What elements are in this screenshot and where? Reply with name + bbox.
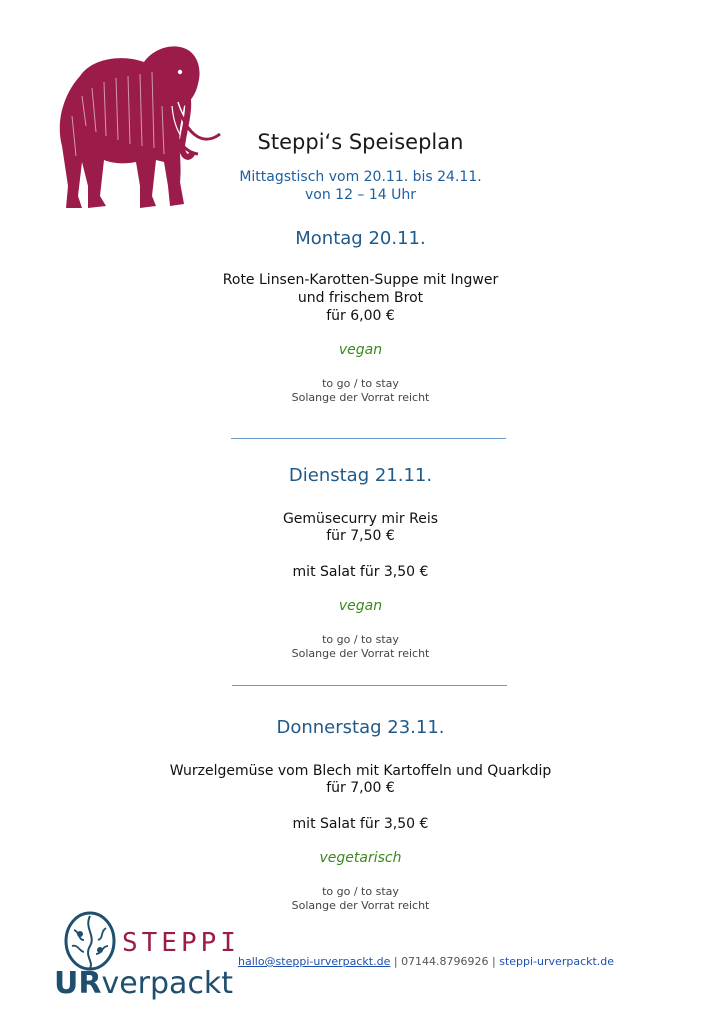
day-heading-monday: Montag 20.11. — [295, 228, 426, 249]
walnut-icon — [62, 910, 118, 972]
serving-note: to go / to stay — [322, 633, 399, 646]
serving-note: to go / to stay — [322, 885, 399, 898]
separator: | — [488, 955, 500, 968]
stock-note: Solange der Vorrat reicht — [291, 899, 430, 912]
stock-note: Solange der Vorrat reicht — [291, 647, 430, 660]
dish-price: für 6,00 € — [326, 308, 395, 324]
day-heading-tuesday: Dienstag 21.11. — [288, 465, 433, 486]
section-divider — [232, 685, 507, 686]
stock-note: Solange der Vorrat reicht — [291, 391, 430, 404]
salad-option: mit Salat für 3,50 € — [292, 564, 429, 580]
phone-number: 07144.8796926 — [401, 955, 489, 968]
dish-line: Wurzelgemüse vom Blech mit Kartoffeln und Quarkdip — [169, 763, 552, 779]
dish-price: für 7,50 € — [326, 528, 395, 544]
logo-steppi-text: STEPPI — [122, 928, 240, 958]
dish-line: Gemüsecurry mir Reis — [282, 511, 439, 527]
diet-label: vegan — [338, 598, 383, 614]
footer-contact — [238, 955, 614, 968]
day-heading-thursday: Donnerstag 23.11. — [276, 717, 445, 738]
website-link[interactable]: steppi-urverpackt.de — [499, 955, 615, 968]
page-title: Steppi‘s Speiseplan — [257, 130, 464, 154]
diet-label: vegetarisch — [319, 850, 402, 866]
salad-option: mit Salat für 3,50 € — [292, 816, 429, 832]
steppi-urverpackt-logo — [54, 908, 240, 1008]
logo-urverpackt-text — [54, 966, 233, 1001]
logo-verpackt: verpackt — [101, 966, 234, 1001]
dish-line: und frischem Brot — [297, 290, 424, 306]
separator: | — [390, 955, 402, 968]
section-divider — [231, 438, 506, 439]
diet-label: vegan — [338, 342, 383, 358]
email-link[interactable]: hallo@steppi-urverpackt.de — [238, 955, 391, 968]
logo-ur: UR — [54, 966, 102, 1001]
subtitle-hours: von 12 – 14 Uhr — [304, 187, 417, 203]
dish-price: für 7,00 € — [326, 780, 395, 796]
serving-note: to go / to stay — [322, 377, 399, 390]
subtitle-dates: Mittagstisch vom 20.11. bis 24.11. — [239, 169, 482, 185]
dish-line: Rote Linsen-Karotten-Suppe mit Ingwer — [222, 272, 499, 288]
